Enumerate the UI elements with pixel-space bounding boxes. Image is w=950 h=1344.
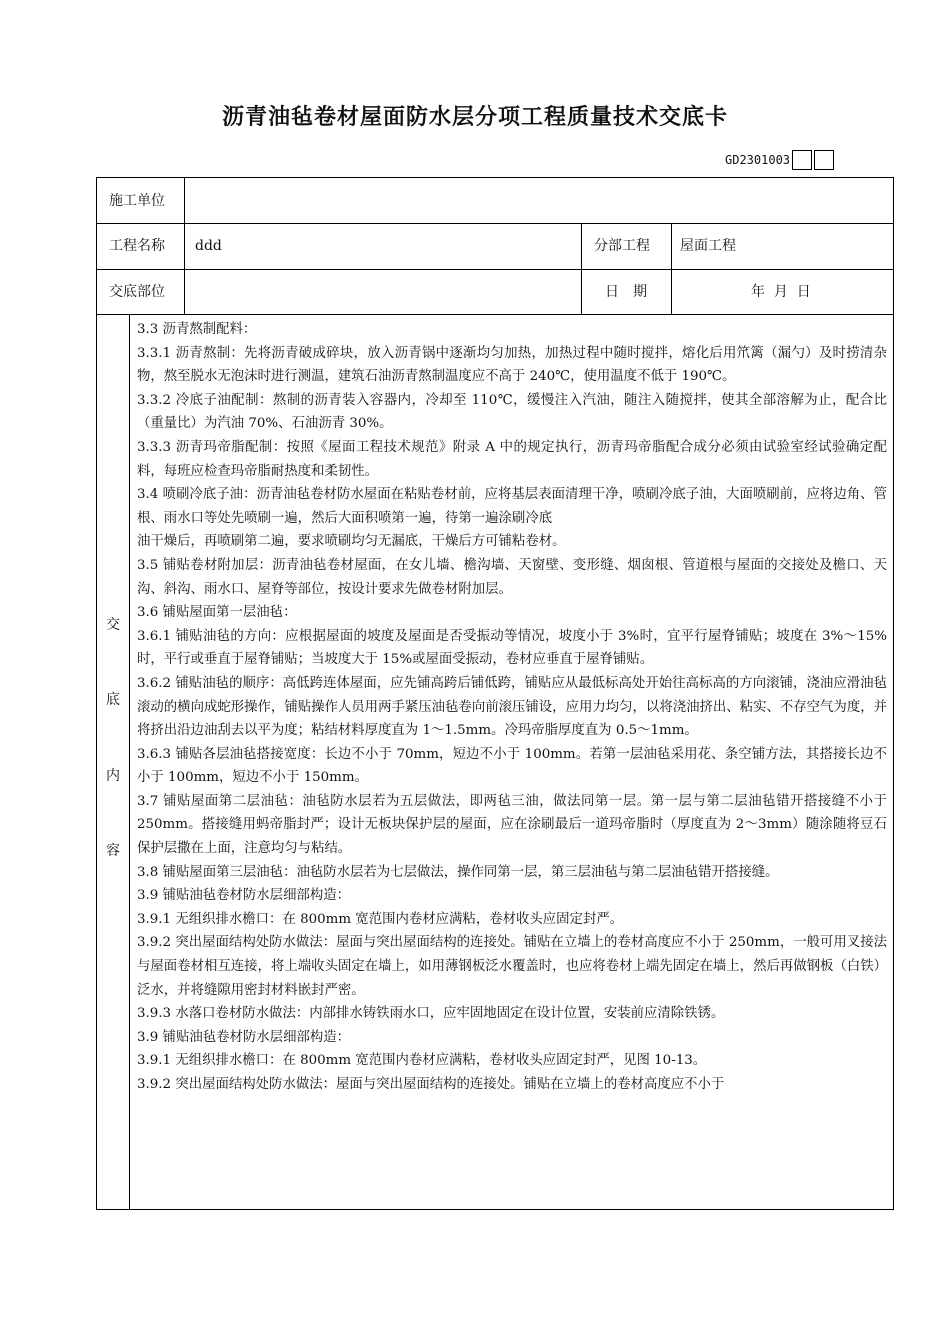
- content-paragraph: 3.9.2 突出屋面结构处防水做法：屋面与突出屋面结构的连接处。铺贴在立墙上的卷材高度应不小于 250mm，一般可用叉接法与屋面卷材相互连接，将上端收头固定在墙上，如用薄钢板泛水覆盖时，也应将卷材上端先固定在墙上，然后再做钢板（白铁）泛水，并将缝隙用密封材料嵌封严密。: [137, 935, 887, 998]
- content-paragraph: 3.9.2 突出屋面结构处防水做法：屋面与突出屋面结构的连接处。铺贴在立墙上的卷材高度应不小于: [137, 1077, 725, 1092]
- content-paragraph: 3.3.1 沥青熬制：先将沥青破成碎块，放入沥青锅中逐渐均匀加热，加热过程中随时搅拌，熔化后用笊篱（漏勺）及时捞清杂物，熬至脱水无泡沫时进行测温，建筑石油沥青熬制温度应不高于 240℃，使用温度不低于 190℃。: [137, 345, 887, 385]
- page-title: 沥青油毡卷材屋面防水层分项工程质量技术交底卡: [221, 104, 728, 130]
- content-paragraph: 油干燥后，再喷刷第二遍，要求喷刷均匀无漏底，干燥后方可铺粘卷材。: [137, 534, 566, 550]
- side-label-char-1: 交: [106, 617, 120, 633]
- date-value: 年 月 日: [751, 284, 811, 300]
- content-paragraph: 3.6.2 铺贴油毡的顺序：高低跨连体屋面，应先铺高跨后铺低跨，铺贴应从最低标高处开始往高标高的方向滚铺，浇油应滑油毡滚动的横向成蛇形操作，铺贴操作人员用两手紧压油毡卷向前滚压铺设，应用力均匀，以将浇油挤出、粘实、不存空气为度，并将挤出沿边油刮去以平为度；粘结材料厚度直为 1～1.5mm。冷玛帝脂厚度直为 0.5～1mm。: [137, 675, 887, 739]
- disclosure-table: [96, 177, 894, 1210]
- content-paragraph: 3.8 铺贴屋面第三层油毡：油毡防水层若为七层做法，操作同第一层，第三层油毡与第二层油毡错开搭接缝。: [137, 864, 779, 880]
- content-paragraph: 3.4 喷刷冷底子油：沥青油毡卷材防水屋面在粘贴卷材前，应将基层表面清理干净，喷刷冷底子油，大面喷刷前，应将边角、管根、雨水口等处先喷刷一遍，然后大面积喷第一遍，待第一遍涂刷冷底: [137, 487, 887, 526]
- project-value: ddd: [195, 238, 222, 254]
- date-label: 日 期: [605, 284, 647, 300]
- content-paragraph: 3.9.3 水落口卷材防水做法：内部排水铸铁雨水口，应牢固地固定在设计位置，安装前应清除铁锈。: [137, 1006, 725, 1022]
- division-label: 分部工程: [594, 238, 650, 254]
- division-value: 屋面工程: [680, 238, 736, 254]
- content-paragraph: 3.5 铺贴卷材附加层：沥青油毡卷材屋面，在女儿墙、檐沟墙、天窗壁、变形缝、烟囱根、管道根与屋面的交接处及檐口、天沟、斜沟、雨水口、屋脊等部位，按设计要求先做卷材附加层。: [137, 557, 887, 597]
- content-paragraph: 3.6 铺贴屋面第一层油毡：: [137, 605, 297, 621]
- content-paragraph: 3.9.1 无组织排水檐口：在 800mm 宽范围内卷材应满粘，卷材收头应固定封严，见图 10-13。: [137, 1053, 707, 1069]
- content-paragraph: 3.6.3 铺贴各层油毡搭接宽度：长边不小于 70mm，短边不小于 100mm。若第一层油毡采用花、条空铺方法，其搭接长边不小于 100mm，短边不小于 150mm。: [137, 746, 887, 786]
- code-box-1: [792, 150, 812, 170]
- project-label: 工程名称: [109, 238, 165, 254]
- content-paragraph: 3.9.1 无组织排水檐口：在 800mm 宽范围内卷材应满粘，卷材收头应固定封严。: [137, 911, 624, 927]
- side-label-char-2: 底: [106, 692, 120, 708]
- content-paragraph: 3.3.2 冷底子油配制：熬制的沥青装入容器内，冷却至 110℃，缓慢注入汽油，随注入随搅拌，使其全部溶解为止，配合比（重量比）为汽油 70%、石油沥青 30%。: [137, 392, 887, 432]
- unit-label: 施工单位: [109, 193, 165, 209]
- side-label-char-4: 容: [106, 843, 120, 859]
- doc-code-text: GD2301003: [725, 153, 791, 167]
- code-box-2: [814, 150, 834, 170]
- disclosure-content: [137, 318, 887, 1097]
- content-paragraph: 3.7 铺贴屋面第二层油毡：油毡防水层若为五层做法，即两毡三油，做法同第一层。第一层与第二层油毡错开搭接缝不小于 250mm。搭接缝用蚂帝脂封严；设计无板块保护层的屋面，应在涂刷最后一道玛帝脂时（厚度直为 2～3mm）随涂随将豆石保护层撒在上面，注意均匀与粘结。: [137, 793, 887, 857]
- content-paragraph: 3.3.3 沥青玛帝脂配制：按照《屋面工程技术规范》附录 A 中的规定执行，沥青玛帝脂配合成分必须由试验室经试验确定配料，每班应检查玛帝脂耐热度和柔韧性。: [137, 439, 887, 479]
- part-label: 交底部位: [109, 284, 165, 300]
- side-label-char-3: 内: [106, 768, 120, 784]
- content-paragraph: 3.6.1 铺贴油毡的方向：应根据屋面的坡度及屋面是否受振动等情况，坡度小于 3%时，宜平行屋脊铺贴；坡度在 3%～15%时，平行或垂直于屋脊铺贴；当坡度大于 15%或屋面受振动，卷材应垂直于屋脊铺贴。: [137, 628, 887, 668]
- content-paragraph: 3.9 铺贴油毡卷材防水层细部构造：: [137, 888, 351, 904]
- content-paragraph: 3.9 铺贴油毡卷材防水层细部构造：: [137, 1029, 351, 1045]
- doc-code: [725, 150, 834, 170]
- content-paragraph: 3.3 沥青熬制配料：: [137, 322, 257, 337]
